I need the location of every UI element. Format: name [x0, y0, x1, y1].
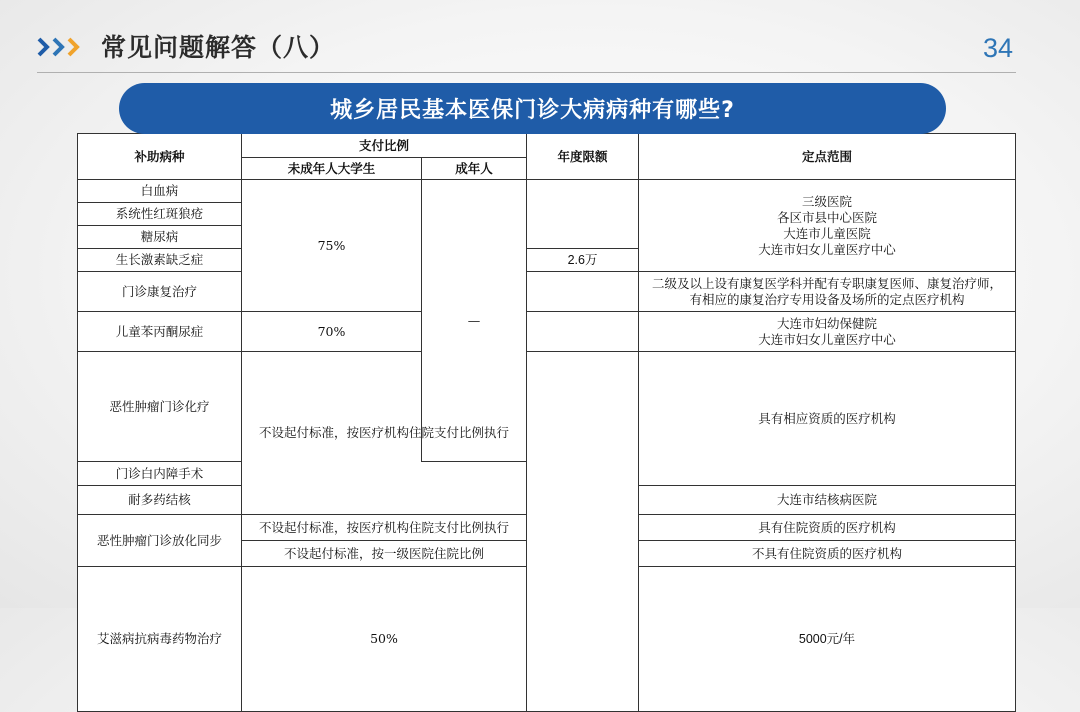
ratio-70-cell: 70% [242, 312, 422, 352]
page-number: 34 [982, 33, 1013, 63]
header-annual-limit: 年度限额 [527, 134, 639, 180]
scope-line: 有相应的康复治疗专用设备及场所的定点医疗机构 [689, 291, 965, 307]
ratio-50-cell: 50% [242, 567, 527, 712]
row-mdr-tb: 耐多药结核 [78, 486, 242, 515]
row-diabetes: 糖尿病 [78, 226, 242, 249]
chevron-arrows-icon [37, 36, 87, 58]
scope-tb-cell: 大连市结核病医院 [639, 486, 1016, 515]
limit-2-6-cell: 2.6万 [527, 249, 639, 272]
limit-empty-cell [527, 180, 639, 249]
row-growth-hormone: 生长激素缺乏症 [78, 249, 242, 272]
ratio-75-cell: 75% [242, 180, 422, 312]
scope-line: 大连市妇女儿童医疗中心 [758, 331, 896, 347]
scope-line: 大连市儿童医院 [783, 225, 871, 241]
scope-pku-cell [639, 312, 1016, 352]
page-title: 常见问题解答（八） [101, 33, 336, 62]
scope-line: 三级医院 [802, 193, 853, 209]
header-adult: 成年人 [422, 158, 527, 180]
limit-empty-cell [527, 312, 639, 352]
row-radio-chemo: 恶性肿瘤门诊放化同步 [78, 515, 242, 567]
row-lupus: 系统性红斑狼疮 [78, 203, 242, 226]
adult-dash-cell: — [422, 180, 527, 462]
scope-rehab-cell [639, 272, 1016, 312]
scope-line: 各区市县中心医院 [777, 209, 878, 225]
scope-line: 大连市妇幼保健院 [777, 315, 878, 331]
row-pku: 儿童苯丙酮尿症 [78, 312, 242, 352]
row-cataract: 门诊白内障手术 [78, 462, 242, 486]
header-payment-ratio: 支付比例 [242, 134, 527, 158]
header-designated-scope: 定点范围 [639, 134, 1016, 180]
limit-empty-cell [527, 352, 639, 712]
header-minor-student: 未成年人大学生 [242, 158, 422, 180]
limit-5000-cell: 5000元/年 [639, 567, 1016, 712]
scope-rc1-cell: 具有住院资质的医疗机构 [639, 515, 1016, 541]
header-divider [37, 72, 1016, 73]
row-rehab: 门诊康复治疗 [78, 272, 242, 312]
scope-group1-cell [639, 180, 1016, 272]
row-aids: 艾滋病抗病毒药物治疗 [78, 567, 242, 712]
scope-rc2-cell: 不具有住院资质的医疗机构 [639, 541, 1016, 567]
scope-line: 大连市妇女儿童医疗中心 [758, 241, 896, 257]
radio-chemo-rule-2: 不设起付标准，按一级医院住院比例 [242, 541, 527, 567]
row-chemo: 恶性肿瘤门诊化疗 [78, 352, 242, 462]
question-banner: 城乡居民基本医保门诊大病病种有哪些? [119, 83, 946, 134]
header-disease: 补助病种 [78, 134, 242, 180]
scope-chemo-cell: 具有相应资质的医疗机构 [639, 352, 1016, 486]
limit-empty-cell [527, 272, 639, 312]
radio-chemo-rule-1: 不设起付标准，按医疗机构住院支付比例执行 [242, 515, 527, 541]
outpatient-disease-table [77, 133, 1016, 712]
row-leukemia: 白血病 [78, 180, 242, 203]
scope-line: 二级及以上设有康复医学科并配有专职康复医师、康复治疗师， [652, 275, 1003, 291]
no-threshold-cell: 不设起付标准，按医疗机构住院支付比例执行 [242, 352, 527, 515]
